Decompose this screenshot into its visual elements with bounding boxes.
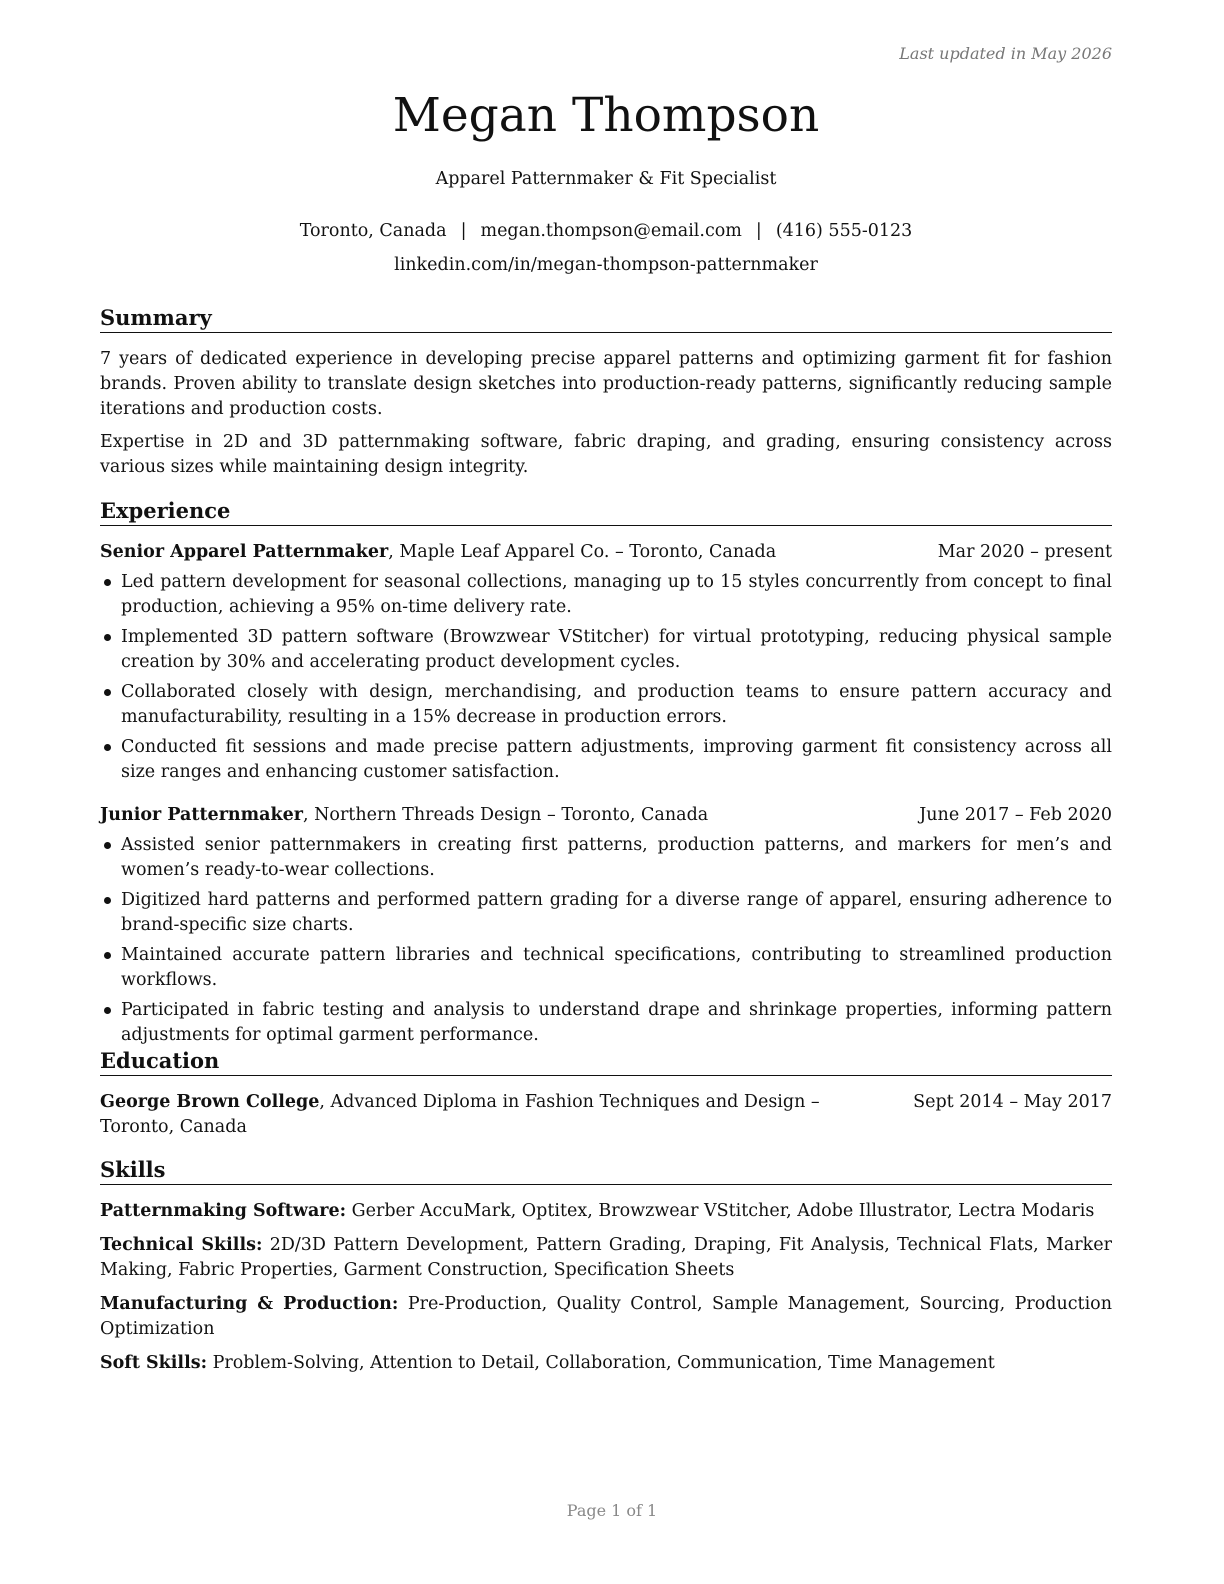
skill-label: Manufacturing & Production: [100, 1294, 399, 1314]
section-title-summary: Summary [100, 305, 1112, 333]
education-school: George Brown College [100, 1092, 320, 1112]
job-bullet [100, 735, 1112, 785]
contact-line [100, 219, 1112, 243]
bullet-text: Conducted fit sessions and made precise pattern adjustments, improving garment fit consistency across all size ranges and enhancing customer satisfaction. [121, 737, 1112, 782]
section-title-education: Education [100, 1048, 1112, 1076]
job-bullet [100, 943, 1112, 993]
candidate-name: Megan Thompson [392, 88, 820, 143]
skill-line [100, 1292, 1112, 1342]
linkedin-link[interactable]: linkedin.com/in/megan-thompson-patternmaker [394, 255, 818, 275]
bullet-text: Participated in fabric testing and analysis to understand drape and shrinkage properties, informing pattern adjustments for optimal garment performance. [121, 1000, 1112, 1045]
skill-line [100, 1351, 1112, 1376]
summary-paragraph: Expertise in 2D and 3D patternmaking software, fabric draping, and grading, ensuring consistency across various sizes while maintaining design integrity. [100, 432, 1112, 477]
bullet-icon [104, 634, 111, 641]
education-detail: , Advanced Diploma in Fashion Techniques and Design – Toronto, Canada [100, 1092, 820, 1137]
education-section [100, 1048, 1112, 1140]
education-entry-header [100, 1090, 1112, 1140]
bullet-text: Digitized hard patterns and performed pattern grading for a diverse range of apparel, ensuring adherence to brand-specific size charts. [121, 890, 1112, 935]
skill-line [100, 1233, 1112, 1283]
contact-separator: | [460, 221, 467, 241]
job-bullets [100, 833, 1112, 1048]
job-bullet [100, 833, 1112, 883]
job-organization: , Northern Threads Design – Toronto, Canada [302, 805, 709, 825]
experience-section [100, 498, 1112, 1048]
bullet-icon [104, 952, 111, 959]
candidate-headline: Apparel Patternmaker & Fit Specialist [435, 169, 777, 189]
job-bullet [100, 888, 1112, 938]
skill-value: Pre-Production, Quality Control, Sample Management, Sourcing, Production Optimization [100, 1294, 1112, 1339]
summary-paragraph: 7 years of dedicated experience in developing precise apparel patterns and optimizing garment fit for fashion brands. Proven ability to translate design sketches into production-ready patterns, significantly reducing sample iterations and production costs. [100, 349, 1112, 419]
bullet-icon [104, 689, 111, 696]
job-bullet [100, 625, 1112, 675]
skill-label: Patternmaking Software: [100, 1201, 347, 1221]
job-entry-header [100, 540, 1112, 565]
job-role: Junior Patternmaker [100, 805, 303, 825]
skill-label: Technical Skills: [100, 1235, 263, 1255]
skills-section [100, 1157, 1112, 1376]
skill-line [100, 1199, 1112, 1224]
summary-section [100, 305, 1112, 480]
bullet-text: Implemented 3D pattern software (Browzwear VStitcher) for virtual prototyping, reducing physical sample creation by 30% and accelerating product development cycles. [121, 627, 1112, 672]
contact-separator: | [755, 221, 762, 241]
contact-location: Toronto, Canada [299, 221, 447, 241]
job-bullet [100, 570, 1112, 620]
job-dates: June 2017 – Feb 2020 [919, 805, 1112, 825]
bullet-icon [104, 579, 111, 586]
contact-phone: (416) 555-0123 [775, 221, 913, 241]
bullet-icon [104, 842, 111, 849]
skill-value: Problem-Solving, Attention to Detail, Collaboration, Communication, Time Management [207, 1353, 995, 1373]
bullet-text: Led pattern development for seasonal collections, managing up to 15 styles concurrently from concept to final production, achieving a 95% on-time delivery rate. [121, 572, 1112, 617]
job-bullet [100, 680, 1112, 730]
education-dates: Sept 2014 – May 2017 [913, 1092, 1112, 1112]
job-role: Senior Apparel Patternmaker [100, 542, 389, 562]
skill-label: Soft Skills: [100, 1353, 208, 1373]
bullet-icon [104, 897, 111, 904]
skill-value: Gerber AccuMark, Optitex, Browzwear VStitcher, Adobe Illustrator, Lectra Modaris [346, 1201, 1095, 1221]
job-bullet [100, 998, 1112, 1048]
job-bullets [100, 570, 1112, 785]
bullet-text: Collaborated closely with design, merchandising, and production teams to ensure pattern accuracy and manufacturability, resulting in a 15% decrease in production errors. [121, 682, 1112, 727]
job-organization: , Maple Leaf Apparel Co. – Toronto, Canada [388, 542, 777, 562]
section-title-skills: Skills [100, 1157, 1112, 1185]
last-updated: Last updated in May 2026 [899, 44, 1112, 63]
job-dates: Mar 2020 – present [937, 542, 1112, 562]
bullet-text: Assisted senior patternmakers in creating first patterns, production patterns, and markers for men’s and women’s ready-to-wear collections. [121, 835, 1112, 880]
job-title-line [100, 803, 919, 828]
page-number: Page 1 of 1 [566, 1501, 658, 1520]
contact-email[interactable]: megan.thompson@email.com [480, 221, 742, 241]
bullet-icon [104, 1007, 111, 1014]
bullet-icon [104, 744, 111, 751]
skill-value: 2D/3D Pattern Development, Pattern Grading, Draping, Fit Analysis, Technical Flats, Marker Making, Fabric Properties, Garment Construction, Specification Sheets [100, 1235, 1113, 1280]
job-entry-header [100, 803, 1112, 828]
bullet-text: Maintained accurate pattern libraries and technical specifications, contributing to streamlined production workflows. [121, 945, 1112, 990]
education-line [100, 1090, 913, 1140]
job-title-line [100, 540, 938, 565]
section-title-experience: Experience [100, 498, 1112, 526]
